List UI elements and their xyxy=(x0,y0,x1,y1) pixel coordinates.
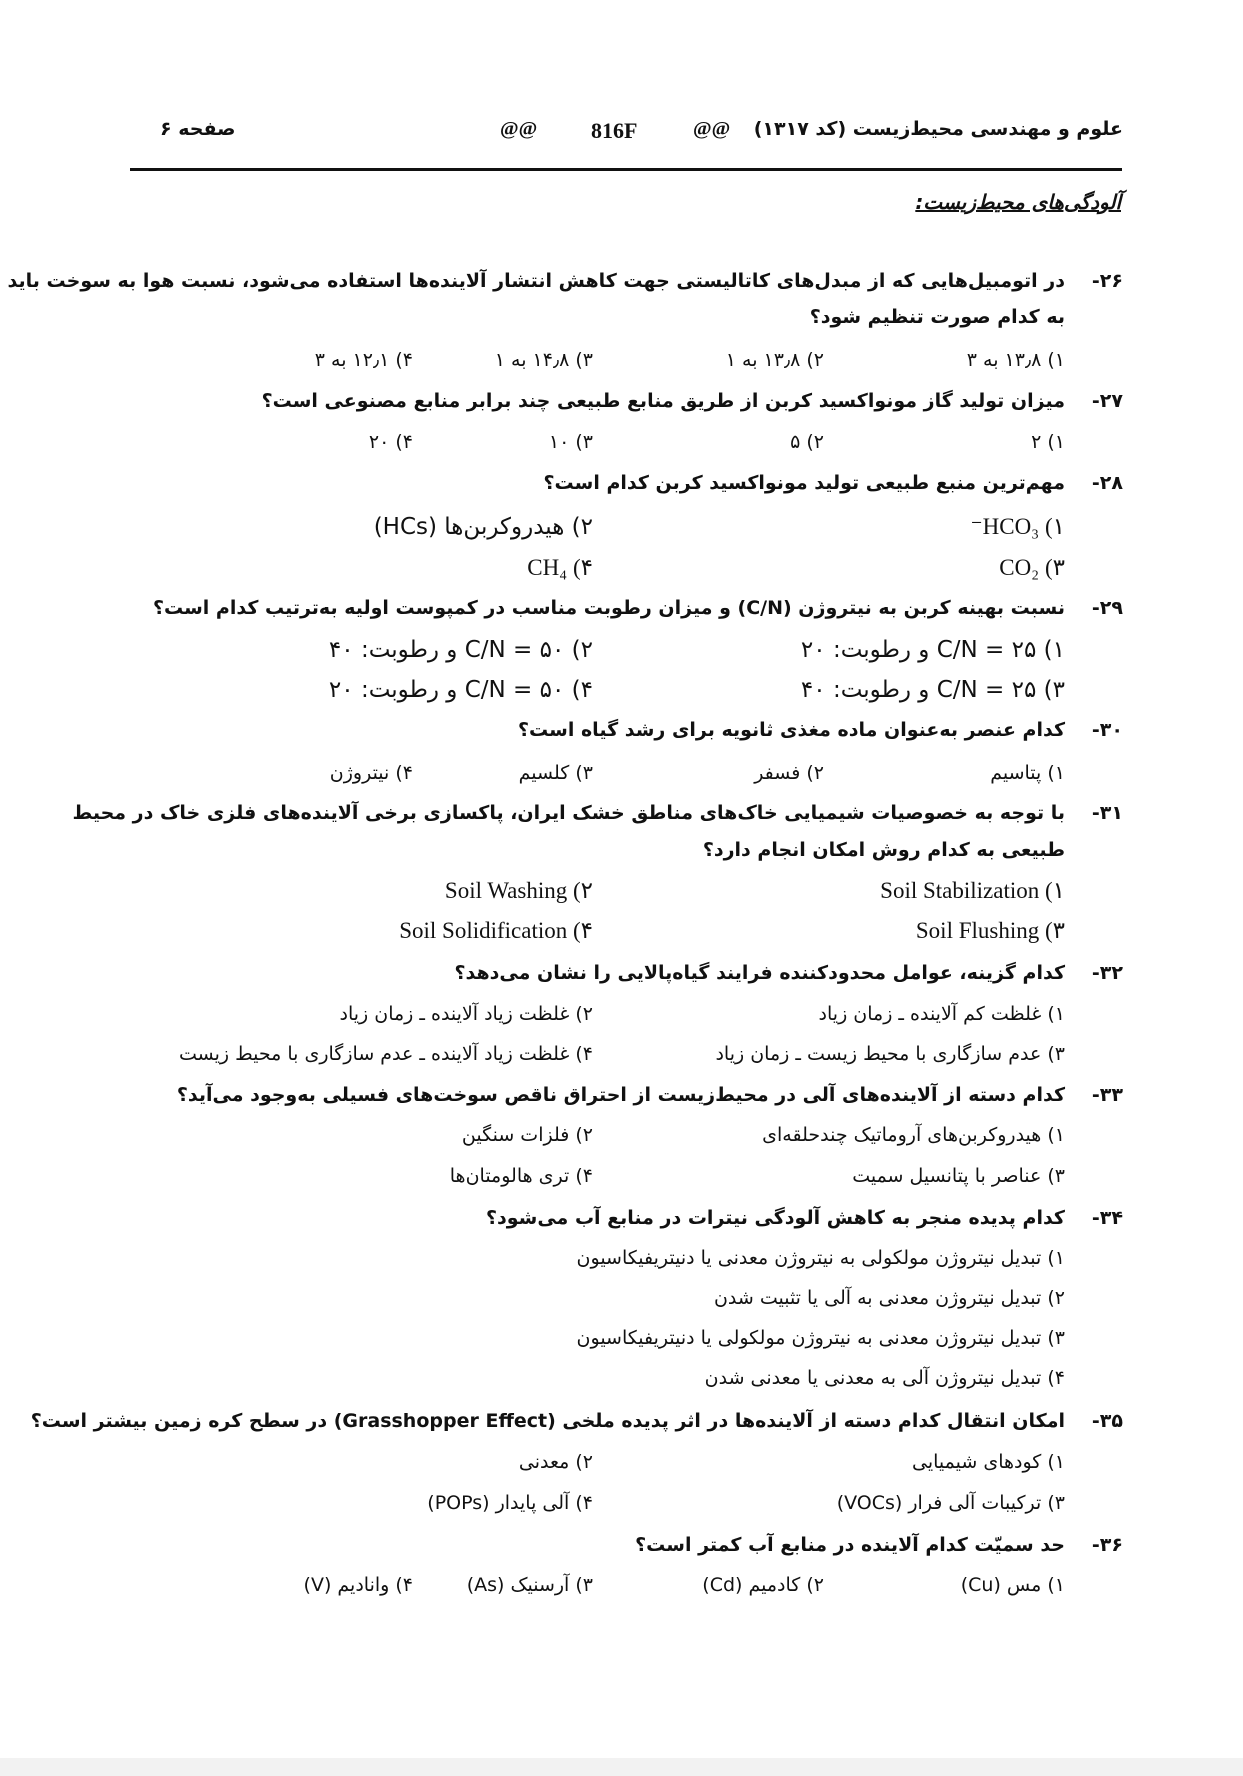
answer-option: ۲) ۱۳٫۸ به ۱ xyxy=(725,349,824,371)
answer-option: Soil Solidification (۴ xyxy=(399,918,593,943)
answer-option: ۳) عدم سازگاری با محیط زیست ـ زمان زیاد xyxy=(715,1043,1065,1065)
answer-option: Soil Washing (۲ xyxy=(444,878,593,903)
question-text: حد سمیّت کدام آلاینده در منابع آب کمتر است؟ xyxy=(635,1534,1065,1556)
page-number: صفحه ۶ xyxy=(160,118,236,140)
answer-option: ۴) ۱۲٫۱ به ۳ xyxy=(314,349,413,371)
answer-option: ۱) C/N = ۲۵ و رطوبت: ۲۰ xyxy=(800,637,1065,663)
question-number: ۳۶- xyxy=(1091,1534,1123,1556)
answer-option: ۴) وانادیم (V) xyxy=(303,1574,413,1596)
question-number: ۲۸- xyxy=(1091,472,1123,494)
answer-option: ۳) تبدیل نیتروژن معدنی به نیتروژن مولکولی یا دنیتریفیکاسیون xyxy=(576,1327,1065,1349)
answer-option: ۲) معدنی xyxy=(518,1451,593,1473)
answer-option: ۲) کادمیم (Cd) xyxy=(702,1574,824,1596)
header-marker: @@ xyxy=(693,118,731,140)
answer-option: ۳) ۱۰ xyxy=(548,431,593,453)
question-text: نسبت بهینه کربن به نیتروژن (C/N) و میزان رطوبت مناسب در کمپوست اولیه به‌ترتیب کدام است؟ xyxy=(152,597,1065,619)
question-text: میزان تولید گاز مونواکسید کربن از طریق منابع طبیعی چند برابر منابع مصنوعی است؟ xyxy=(261,390,1065,412)
question-number: ۲۹- xyxy=(1091,597,1123,619)
answer-option: Soil Stabilization (۱ xyxy=(880,878,1065,903)
answer-option: ۲) غلظت زیاد آلاینده ـ زمان زیاد xyxy=(339,1003,593,1025)
answer-option: ۱) ۱۳٫۸ به ۳ xyxy=(966,349,1065,371)
answer-option: ۴) تبدیل نیتروژن آلی به معدنی یا معدنی شدن xyxy=(704,1367,1065,1389)
answer-option: ۴) آلی پایدار (POPs) xyxy=(427,1492,593,1514)
answer-option: ۲) ۵ xyxy=(790,431,824,453)
answer-option: ۱) تبدیل نیتروژن مولکولی به نیتروژن معدنی یا دنیتریفیکاسیون xyxy=(576,1247,1065,1269)
answer-option: ۳) ترکیبات آلی فرار (VOCs) xyxy=(836,1492,1065,1514)
answer-option: ۲) فسفر xyxy=(754,762,824,784)
answer-option: ۱) ۲ xyxy=(1031,431,1065,453)
answer-option: ۱) هیدروکربن‌های آروماتیک چندحلقه‌ای xyxy=(762,1124,1065,1146)
answer-option: Soil Flushing (۳ xyxy=(915,918,1065,943)
answer-option: ۳) آرسنیک (As) xyxy=(466,1574,593,1596)
question-text: مهم‌ترین منبع طبیعی تولید مونواکسید کربن کدام است؟ xyxy=(543,472,1065,494)
question-text: کدام دسته از آلاینده‌های آلی در محیط‌زیست از احتراق ناقص سوخت‌های فسیلی به‌وجود می‌آید؟ xyxy=(176,1084,1065,1106)
exam-title: علوم و مهندسی محیط‌زیست (کد ۱۳۱۷) xyxy=(753,118,1123,140)
question-text: طبیعی به کدام روش امکان انجام دارد؟ xyxy=(702,839,1065,861)
question-number: ۳۱- xyxy=(1091,802,1123,824)
answer-option: ۴) نیتروژن xyxy=(329,762,413,784)
answer-option: ۲) فلزات سنگین xyxy=(461,1124,593,1146)
answer-option: ۳) C/N = ۲۵ و رطوبت: ۴۰ xyxy=(800,677,1065,703)
answer-option: ۴) غلظت زیاد آلاینده ـ عدم سازگاری با محیط زیست xyxy=(179,1043,593,1065)
answer-option: ۱) مس (Cu) xyxy=(960,1574,1065,1596)
answer-option: ۱) غلظت کم آلاینده ـ زمان زیاد xyxy=(818,1003,1065,1025)
page-bottom-edge xyxy=(0,1758,1243,1776)
question-text: امکان انتقال کدام دسته از آلاینده‌ها در اثر پدیده ملخی (Grasshopper Effect) در سطح کره زمین بیشتر است؟ xyxy=(30,1410,1065,1432)
question-text: با توجه به خصوصیات شیمیایی خاک‌های مناطق خشک ایران، پاکسازی برخی آلاینده‌های فلزی خاک در محیط xyxy=(72,802,1065,824)
answer-option: ۴) تری هالومتان‌ها xyxy=(449,1165,593,1187)
question-text: در اتومبیل‌هایی که از مبدل‌های کاتالیستی جهت کاهش انتشار آلاینده‌ها استفاده می‌شود، نسبت هوا به سوخت باید xyxy=(7,270,1065,292)
answer-option: ۱) HCO₃⁻ xyxy=(970,514,1065,539)
question-text: کدام پدیده منجر به کاهش آلودگی نیترات در منابع آب می‌شود؟ xyxy=(485,1207,1065,1229)
question-number: ۳۰- xyxy=(1091,719,1123,741)
question-number: ۳۳- xyxy=(1091,1084,1123,1106)
question-number: ۳۵- xyxy=(1091,1410,1123,1432)
question-number: ۲۶- xyxy=(1091,270,1123,292)
header-divider xyxy=(130,168,1122,171)
answer-option: ۳) ۱۴٫۸ به ۱ xyxy=(494,349,593,371)
answer-option: ۳) عناصر با پتانسیل سمیت xyxy=(852,1165,1065,1187)
answer-option: ۲) هیدروکربن‌ها (HCs) xyxy=(373,514,593,540)
answer-option: ۳) CO₂ xyxy=(999,555,1065,580)
booklet-code: 816F xyxy=(591,118,638,143)
answer-option: ۱) کودهای شیمیایی xyxy=(912,1451,1065,1473)
answer-option: ۲) تبدیل نیتروژن معدنی به آلی یا تثبیت شدن xyxy=(713,1287,1065,1309)
question-text: به کدام صورت تنظیم شود؟ xyxy=(809,306,1065,328)
answer-option: ۴) CH₄ xyxy=(527,555,593,580)
answer-option: ۴) C/N = ۵۰ و رطوبت: ۲۰ xyxy=(328,677,593,703)
header-marker: @@ xyxy=(500,118,538,140)
question-text: کدام گزینه، عوامل محدودکننده فرایند گیاه‌پالایی را نشان می‌دهد؟ xyxy=(454,962,1065,984)
answer-option: ۲) C/N = ۵۰ و رطوبت: ۴۰ xyxy=(328,637,593,663)
answer-option: ۱) پتاسیم xyxy=(990,762,1065,784)
answer-option: ۳) کلسیم xyxy=(518,762,593,784)
question-number: ۲۷- xyxy=(1091,390,1123,412)
section-title: آلودگی‌های محیط‌زیست: xyxy=(915,190,1121,214)
question-number: ۳۲- xyxy=(1091,962,1123,984)
question-number: ۳۴- xyxy=(1091,1207,1123,1229)
answer-option: ۴) ۲۰ xyxy=(368,431,413,453)
question-text: کدام عنصر به‌عنوان ماده مغذی ثانویه برای رشد گیاه است؟ xyxy=(518,719,1065,741)
